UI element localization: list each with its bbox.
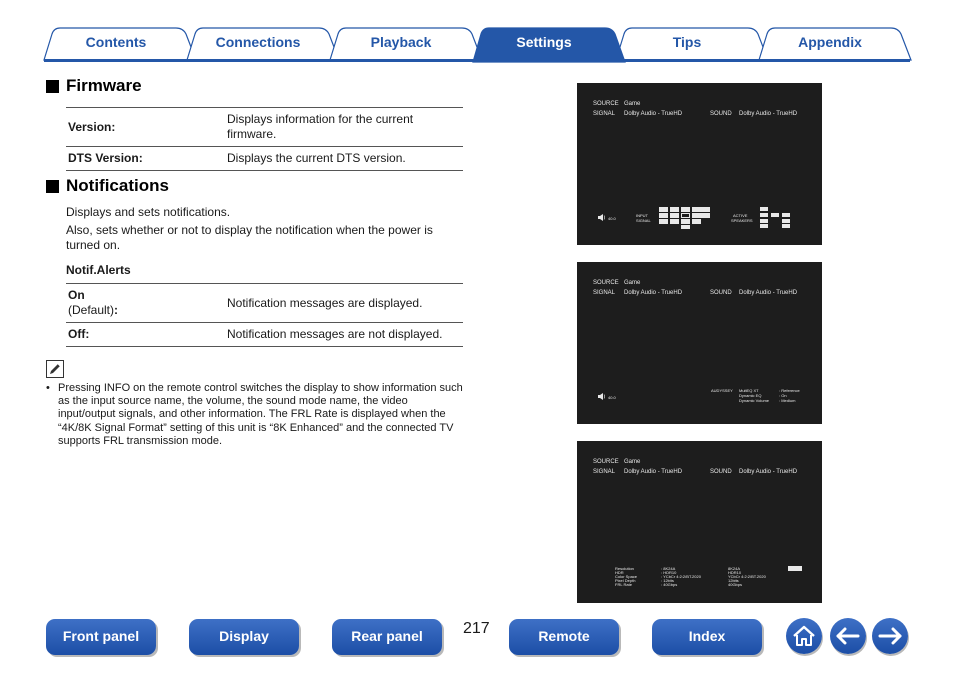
tab-playback[interactable]: Playback: [370, 34, 432, 50]
table-value: Notification messages are not displayed.: [225, 323, 463, 347]
source-label: SOURCE: [593, 280, 619, 286]
firmware-title: Firmware: [66, 76, 142, 95]
audyssey-label: AUDYSSEY: [711, 388, 733, 393]
speaker-cell: [681, 219, 690, 224]
input-signal-line-1: INPUT: [636, 213, 648, 218]
speaker-cell: [670, 213, 679, 218]
sound-value: Dolby Audio - TrueHD: [739, 469, 798, 475]
speaker-icon: [598, 214, 606, 221]
back-button[interactable]: [830, 618, 866, 654]
home-button[interactable]: [786, 618, 822, 654]
table-row: [66, 147, 463, 171]
sound-value: Dolby Audio - TrueHD: [739, 290, 798, 296]
info-screen-audyssey: [577, 262, 822, 424]
speaker-cell: [670, 207, 679, 212]
volume-value: 40.0: [608, 216, 616, 221]
video-in-value: : YCbCr 4:2:2/BT.2020: [661, 574, 701, 579]
speaker-cell: [701, 213, 710, 218]
table-value: Displays the current DTS version.: [225, 147, 463, 171]
video-badge: [788, 566, 802, 571]
video-label: FRL Rate: [615, 582, 632, 587]
speaker-icon: [598, 393, 606, 400]
info-screen-video: [577, 441, 822, 603]
video-out-value: 12bits: [728, 578, 739, 583]
speaker-cell: [782, 219, 790, 223]
forward-button[interactable]: [872, 618, 908, 654]
notifications-heading: [46, 176, 169, 196]
tab-settings[interactable]: Settings: [516, 34, 572, 50]
table-row: [66, 284, 463, 323]
speaker-cell: [692, 207, 701, 212]
signal-label: SIGNAL: [593, 469, 616, 475]
audyssey-key: MultEQ XT: [739, 388, 759, 393]
audyssey-key: Dynamic Volume: [739, 398, 770, 403]
table-value: Displays information for the current firmware.: [225, 108, 463, 147]
video-out-value: 40Gbps: [728, 582, 743, 587]
audyssey-value: : Medium: [779, 398, 796, 403]
video-label: Resolution: [615, 566, 634, 571]
speaker-cell: [782, 224, 790, 228]
sound-label: SOUND: [710, 469, 732, 475]
signal-label: SIGNAL: [593, 290, 616, 296]
speaker-cell: [692, 213, 701, 218]
video-in-value: : 12bits: [661, 578, 674, 583]
tab-shapes: [0, 0, 954, 64]
speaker-cell: [670, 219, 679, 224]
front-panel-button[interactable]: Front panel: [46, 619, 156, 655]
audyssey-key: Dynamic EQ: [739, 393, 762, 398]
source-label: SOURCE: [593, 459, 619, 465]
source-value: Game: [624, 280, 641, 286]
table-key: [66, 284, 225, 323]
notifications-desc-1: Displays and sets notifications.: [66, 205, 231, 219]
active-speakers-line-1: ACTIVE: [733, 213, 748, 218]
on-key: On: [68, 288, 85, 302]
page-number: 217: [463, 620, 490, 637]
tab-appendix[interactable]: Appendix: [798, 34, 862, 50]
firmware-heading: [46, 76, 142, 96]
speaker-cell: [659, 219, 668, 224]
firmware-table: [66, 107, 463, 171]
speaker-cell: [760, 213, 768, 217]
sound-value: Dolby Audio - TrueHD: [739, 111, 798, 117]
note-text: Pressing INFO on the remote control switches the display to show information such as the input source name, the volume, the sound mode name, the video input/output signals, and other information. The FRL Rate is displayed when the “4K/8K Signal Format” setting of this unit is “8K Enhanced” and the connected TV supports FRL transmission mode.: [58, 382, 463, 447]
video-label: Color Space: [615, 574, 638, 579]
bullet-dot: •: [46, 382, 50, 394]
index-button[interactable]: Index: [652, 619, 762, 655]
video-label: HDR: [615, 570, 624, 575]
on-colon: :: [114, 303, 119, 317]
signal-value: Dolby Audio - TrueHD: [624, 469, 683, 475]
table-value: Notification messages are displayed.: [225, 284, 463, 323]
sound-label: SOUND: [710, 290, 732, 296]
display-button[interactable]: Display: [189, 619, 299, 655]
notifications-desc-2: Also, sets whether or not to display the notification when the power is turned on.: [66, 223, 433, 252]
table-row: [66, 108, 463, 147]
tab-tips[interactable]: Tips: [672, 34, 702, 50]
rear-panel-button[interactable]: Rear panel: [332, 619, 442, 655]
video-out-value: HDR10: [728, 570, 742, 575]
tab-connections[interactable]: Connections: [215, 34, 301, 50]
speaker-cell: [782, 213, 790, 217]
speaker-cell: [701, 207, 710, 212]
table-row: [66, 323, 463, 347]
arrow-left-icon: [830, 618, 866, 654]
home-icon: [786, 618, 822, 654]
audyssey-value: : On: [779, 393, 787, 398]
speaker-cell: [760, 207, 768, 211]
on-default: (Default): [68, 303, 115, 317]
speaker-cell: [681, 207, 690, 212]
audyssey-value: : Reference: [779, 388, 800, 393]
speaker-cell: [681, 225, 690, 229]
heading-square-icon: [46, 180, 59, 193]
speaker-cell: [681, 213, 690, 218]
speaker-cell: [692, 219, 701, 224]
table-key: DTS Version:: [66, 147, 225, 171]
table-key: Off:: [66, 323, 225, 347]
video-out-value: 8K24A: [728, 566, 741, 571]
tab-bar: [0, 0, 954, 64]
remote-button[interactable]: Remote: [509, 619, 619, 655]
speaker-cell: [659, 207, 668, 212]
signal-value: Dolby Audio - TrueHD: [624, 111, 683, 117]
video-label: Pixel Depth: [615, 578, 636, 583]
notif-alerts-table: [66, 283, 463, 347]
volume-value: 40.0: [608, 395, 616, 400]
sound-label: SOUND: [710, 111, 732, 117]
speaker-cell: [659, 213, 668, 218]
signal-label: SIGNAL: [593, 111, 616, 117]
source-value: Game: [624, 459, 641, 465]
speaker-cell: [760, 219, 768, 223]
heading-square-icon: [46, 80, 59, 93]
speaker-cell: [760, 224, 768, 228]
tab-contents[interactable]: Contents: [85, 34, 147, 50]
note-bullet: [46, 382, 464, 448]
video-in-value: : 40Gbps: [661, 582, 678, 587]
video-in-value: : HDR10: [661, 570, 677, 575]
arrow-right-icon: [872, 618, 908, 654]
active-speakers-line-2: SPEAKERS: [731, 218, 753, 223]
speaker-cell: [771, 213, 779, 217]
video-out-value: YCbCr 4:2:2/BT.2020: [728, 574, 766, 579]
video-in-value: : 8K24A: [661, 566, 676, 571]
input-signal-line-2: SIGNAL: [636, 218, 651, 223]
table-key: Version:: [66, 108, 225, 147]
signal-value: Dolby Audio - TrueHD: [624, 290, 683, 296]
notifications-title: Notifications: [66, 176, 169, 195]
source-label: SOURCE: [593, 101, 619, 107]
notif-alerts-subhead: Notif.Alerts: [66, 263, 131, 277]
pencil-note-icon: [46, 360, 64, 378]
info-screen-speakers: [577, 83, 822, 245]
source-value: Game: [624, 101, 641, 107]
